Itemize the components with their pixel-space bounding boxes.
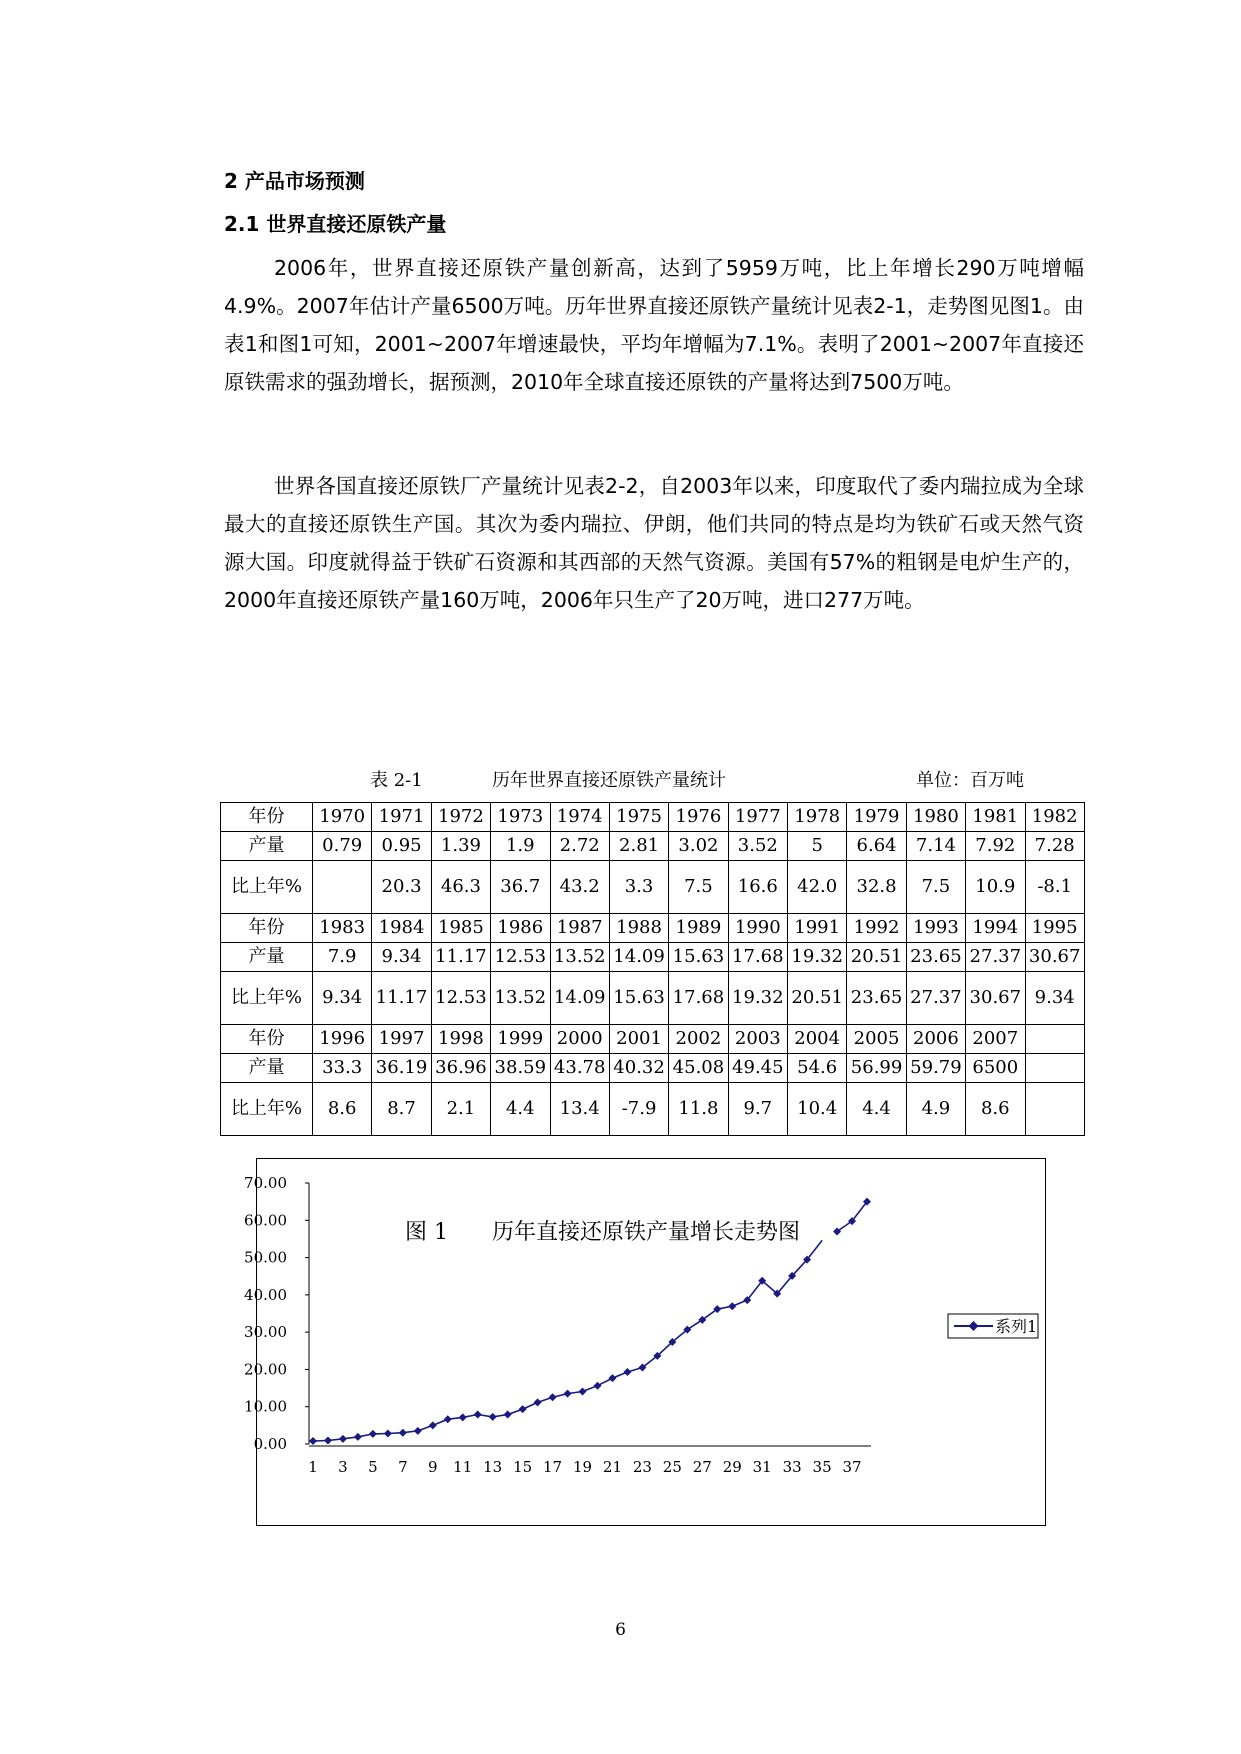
- production-trend-chart: [244, 1159, 1047, 1527]
- series-line: [837, 1202, 867, 1232]
- row-label: 比上年%: [221, 972, 313, 1025]
- table-cell: 1996: [313, 1025, 372, 1054]
- y-tick-label: 20.00: [244, 1360, 287, 1379]
- table-cell: 43.78: [550, 1054, 609, 1083]
- table-cell: 7.14: [906, 832, 965, 861]
- table-cell: 27.37: [906, 972, 965, 1025]
- table-cell: 46.3: [431, 861, 490, 914]
- table-cell: 27.37: [966, 943, 1025, 972]
- y-tick-label: 60.00: [244, 1211, 287, 1230]
- table-cell: 1981: [966, 803, 1025, 832]
- table-cell: 2.1: [431, 1083, 490, 1136]
- table-cell: 2001: [609, 1025, 668, 1054]
- y-tick-label: 40.00: [244, 1285, 287, 1304]
- table-cell: 1990: [728, 914, 787, 943]
- x-tick-label: 29: [722, 1458, 742, 1476]
- table-cell: 1994: [966, 914, 1025, 943]
- table-cell: 4.4: [847, 1083, 906, 1136]
- data-point: [549, 1393, 557, 1401]
- table-cell: 49.45: [728, 1054, 787, 1083]
- table-cell: 10.4: [788, 1083, 847, 1136]
- table-cell: 42.0: [788, 861, 847, 914]
- table-cell: 12.53: [431, 972, 490, 1025]
- table-cell: 6500: [966, 1054, 1025, 1083]
- table-cell: [313, 861, 372, 914]
- table-cell: 6.64: [847, 832, 906, 861]
- data-point: [593, 1382, 601, 1390]
- data-point: [399, 1429, 407, 1437]
- x-tick-label: 7: [398, 1458, 408, 1476]
- table-cell: [1025, 1083, 1084, 1136]
- table-cell: 1974: [550, 803, 609, 832]
- table-cell: 3.3: [609, 861, 668, 914]
- table-cell: 1970: [313, 803, 372, 832]
- table-cell: 17.68: [669, 972, 728, 1025]
- table-cell: 17.68: [728, 943, 787, 972]
- data-point: [608, 1374, 616, 1382]
- data-point: [339, 1435, 347, 1443]
- table-cell: 3.02: [669, 832, 728, 861]
- table-cell: 2007: [966, 1025, 1025, 1054]
- x-tick-label: 27: [692, 1458, 712, 1476]
- chart-title: 图 1 历年直接还原铁产量增长走势图: [405, 1220, 800, 1245]
- y-tick-label: 30.00: [244, 1323, 287, 1342]
- table-cell: 1998: [431, 1025, 490, 1054]
- x-tick-label: 31: [752, 1458, 772, 1476]
- table-cell: 1979: [847, 803, 906, 832]
- row-label: 年份: [221, 803, 313, 832]
- table-cell: 19.32: [728, 972, 787, 1025]
- data-point: [309, 1437, 317, 1445]
- table-cell: 20.3: [372, 861, 431, 914]
- table-cell: 36.19: [372, 1054, 431, 1083]
- table-cell: 7.28: [1025, 832, 1084, 861]
- table-cell: 10.9: [966, 861, 1025, 914]
- table-cell: 3.52: [728, 832, 787, 861]
- table-cell: 15.63: [669, 943, 728, 972]
- table-output-row: [221, 1054, 1085, 1083]
- table-cell: 20.51: [847, 943, 906, 972]
- table-cell: 1989: [669, 914, 728, 943]
- y-tick-label: 50.00: [244, 1248, 287, 1267]
- series-line: [313, 1240, 822, 1441]
- table-growth-row: [221, 1083, 1085, 1136]
- data-point: [444, 1415, 452, 1423]
- row-label: 产量: [221, 832, 313, 861]
- table-cell: 1983: [313, 914, 372, 943]
- y-tick-label: 10.00: [244, 1397, 287, 1416]
- table-cell: 56.99: [847, 1054, 906, 1083]
- x-tick-label: 5: [368, 1458, 378, 1476]
- table-cell: 13.52: [491, 972, 550, 1025]
- table-cell: 38.59: [491, 1054, 550, 1083]
- table-cell: 1991: [788, 914, 847, 943]
- table-cell: 7.92: [966, 832, 1025, 861]
- table-cell: 45.08: [669, 1054, 728, 1083]
- table-cell: 5: [788, 832, 847, 861]
- page-number: 6: [615, 1620, 626, 1640]
- table-year-row: [221, 1025, 1085, 1054]
- table-cell: -7.9: [609, 1083, 668, 1136]
- chart-frame: [244, 1158, 1046, 1526]
- x-tick-label: 17: [543, 1458, 563, 1476]
- table-cell: 33.3: [313, 1054, 372, 1083]
- table-caption-label: 表 2-1: [370, 770, 423, 791]
- table-cell: 1993: [906, 914, 965, 943]
- table-cell: 11.8: [669, 1083, 728, 1136]
- y-tick-label: 0.00: [253, 1435, 287, 1453]
- table-cell: 30.67: [1025, 943, 1084, 972]
- table-cell: 4.9: [906, 1083, 965, 1136]
- x-tick-label: 1: [308, 1458, 318, 1476]
- table-cell: 1.39: [431, 832, 490, 861]
- x-tick-label: 21: [602, 1458, 623, 1476]
- table-cell: 1988: [609, 914, 668, 943]
- table-cell: 12.53: [491, 943, 550, 972]
- production-table: [220, 802, 1085, 1136]
- table-cell: 1995: [1025, 914, 1084, 943]
- table-cell: [1025, 1054, 1084, 1083]
- table-cell: 1992: [847, 914, 906, 943]
- table-cell: 54.6: [788, 1054, 847, 1083]
- table-cell: 32.8: [847, 861, 906, 914]
- table-cell: 0.95: [372, 832, 431, 861]
- table-growth-row: [221, 972, 1085, 1025]
- y-tick-label: 70.00: [244, 1174, 287, 1192]
- table-cell: 1971: [372, 803, 431, 832]
- data-point: [534, 1398, 542, 1406]
- table-cell: 14.09: [550, 972, 609, 1025]
- table-cell: 1973: [491, 803, 550, 832]
- table-cell: 14.09: [609, 943, 668, 972]
- table-year-row: [221, 803, 1085, 832]
- table-cell: 20.51: [788, 972, 847, 1025]
- table-cell: 2000: [550, 1025, 609, 1054]
- table-cell: 2002: [669, 1025, 728, 1054]
- data-point: [564, 1390, 572, 1398]
- table-unit: 单位：百万吨: [916, 770, 1024, 791]
- row-label: 产量: [221, 1054, 313, 1083]
- data-point: [384, 1430, 392, 1438]
- table-output-row: [221, 943, 1085, 972]
- data-point: [369, 1430, 377, 1438]
- table-cell: 2.81: [609, 832, 668, 861]
- table-cell: 1987: [550, 914, 609, 943]
- x-tick-label: 15: [513, 1458, 533, 1476]
- table-cell: 23.65: [847, 972, 906, 1025]
- data-point: [324, 1436, 332, 1444]
- table-cell: 9.7: [728, 1083, 787, 1136]
- table-cell: 1978: [788, 803, 847, 832]
- data-point: [728, 1302, 736, 1310]
- table-cell: 2.72: [550, 832, 609, 861]
- table-cell: [1025, 1025, 1084, 1054]
- table-cell: 1976: [669, 803, 728, 832]
- table-cell: 8.6: [966, 1083, 1025, 1136]
- section-heading: 2 产品市场预测: [224, 169, 365, 193]
- table-cell: 1997: [372, 1025, 431, 1054]
- table-cell: 59.79: [906, 1054, 965, 1083]
- data-point: [579, 1387, 587, 1395]
- table-cell: 9.34: [313, 972, 372, 1025]
- table-cell: 13.52: [550, 943, 609, 972]
- table-cell: 1975: [609, 803, 668, 832]
- table-cell: 9.34: [1025, 972, 1084, 1025]
- table-cell: 1977: [728, 803, 787, 832]
- table-cell: -8.1: [1025, 861, 1084, 914]
- row-label: 比上年%: [221, 1083, 313, 1136]
- table-cell: 1972: [431, 803, 490, 832]
- row-label: 产量: [221, 943, 313, 972]
- table-cell: 11.17: [372, 972, 431, 1025]
- paragraph-2: 世界各国直接还原铁厂产量统计见表2-2，自2003年以来，印度取代了委内瑞拉成为全球最大的直接还原铁生产国。其次为委内瑞拉、伊朗，他们共同的特点是均为铁矿石或天然气资源大国。印度就得益于铁矿石资源和其西部的天然气资源。美国有57%的粗钢是电炉生产的，2000年直接还原铁产量160万吨，2006年只生产了20万吨，进口277万吨。: [224, 474, 1084, 612]
- data-point: [504, 1411, 512, 1419]
- table-cell: 2005: [847, 1025, 906, 1054]
- table-cell: 11.17: [431, 943, 490, 972]
- table-cell: 8.6: [313, 1083, 372, 1136]
- x-tick-label: 23: [632, 1458, 652, 1476]
- legend-label: 系列1: [995, 1317, 1038, 1336]
- data-point: [414, 1427, 422, 1435]
- table-caption-title: 历年世界直接还原铁产量统计: [492, 770, 726, 791]
- table-cell: 1980: [906, 803, 965, 832]
- table-output-row: [221, 832, 1085, 861]
- table-year-row: [221, 914, 1085, 943]
- table-cell: 1984: [372, 914, 431, 943]
- x-tick-label: 11: [453, 1458, 473, 1476]
- x-tick-label: 3: [338, 1458, 348, 1476]
- table-cell: 2003: [728, 1025, 787, 1054]
- x-tick-label: 13: [483, 1458, 503, 1476]
- table-cell: 4.4: [491, 1083, 550, 1136]
- table-cell: 13.4: [550, 1083, 609, 1136]
- table-growth-row: [221, 861, 1085, 914]
- row-label: 年份: [221, 914, 313, 943]
- x-tick-label: 35: [812, 1458, 832, 1476]
- data-point: [623, 1368, 631, 1376]
- table-cell: 2004: [788, 1025, 847, 1054]
- table-cell: 8.7: [372, 1083, 431, 1136]
- table-cell: 2006: [906, 1025, 965, 1054]
- table-cell: 0.79: [313, 832, 372, 861]
- table-cell: 16.6: [728, 861, 787, 914]
- subsection-heading: 2.1 世界直接还原铁产量: [224, 212, 447, 236]
- x-tick-label: 19: [572, 1458, 593, 1476]
- table-cell: 1982: [1025, 803, 1084, 832]
- x-tick-label: 37: [842, 1458, 862, 1476]
- table-cell: 19.32: [788, 943, 847, 972]
- data-point: [459, 1413, 467, 1421]
- table-cell: 36.7: [491, 861, 550, 914]
- table-cell: 30.67: [966, 972, 1025, 1025]
- data-point: [429, 1421, 437, 1429]
- row-label: 年份: [221, 1025, 313, 1054]
- table-cell: 7.5: [669, 861, 728, 914]
- paragraph-1: 2006年，世界直接还原铁产量创新高，达到了5959万吨，比上年增长290万吨增幅4.9%。2007年估计产量6500万吨。历年世界直接还原铁产量统计见表2-1，走势图见图1。由表1和图1可知，2001~2007年增速最快，平均年增幅为7.1%。表明了2001~2007年直接还原铁需求的强劲增长，据预测，2010年全球直接还原铁的产量将达到7500万吨。: [224, 256, 1084, 394]
- chart-legend: [948, 1314, 1038, 1338]
- x-tick-label: 33: [782, 1458, 802, 1476]
- table-cell: 1985: [431, 914, 490, 943]
- x-tick-label: 25: [662, 1458, 682, 1476]
- table-cell: 40.32: [609, 1054, 668, 1083]
- table-cell: 7.9: [313, 943, 372, 972]
- table-cell: 36.96: [431, 1054, 490, 1083]
- data-point: [354, 1433, 362, 1441]
- row-label: 比上年%: [221, 861, 313, 914]
- x-tick-label: 9: [428, 1458, 438, 1476]
- table-cell: 43.2: [550, 861, 609, 914]
- table-cell: 1.9: [491, 832, 550, 861]
- table-cell: 23.65: [906, 943, 965, 972]
- table-cell: 1986: [491, 914, 550, 943]
- table-cell: 15.63: [609, 972, 668, 1025]
- table-cell: 7.5: [906, 861, 965, 914]
- table-cell: 9.34: [372, 943, 431, 972]
- data-point: [489, 1413, 497, 1421]
- data-point: [474, 1410, 482, 1418]
- data-point: [519, 1405, 527, 1413]
- table-cell: 1999: [491, 1025, 550, 1054]
